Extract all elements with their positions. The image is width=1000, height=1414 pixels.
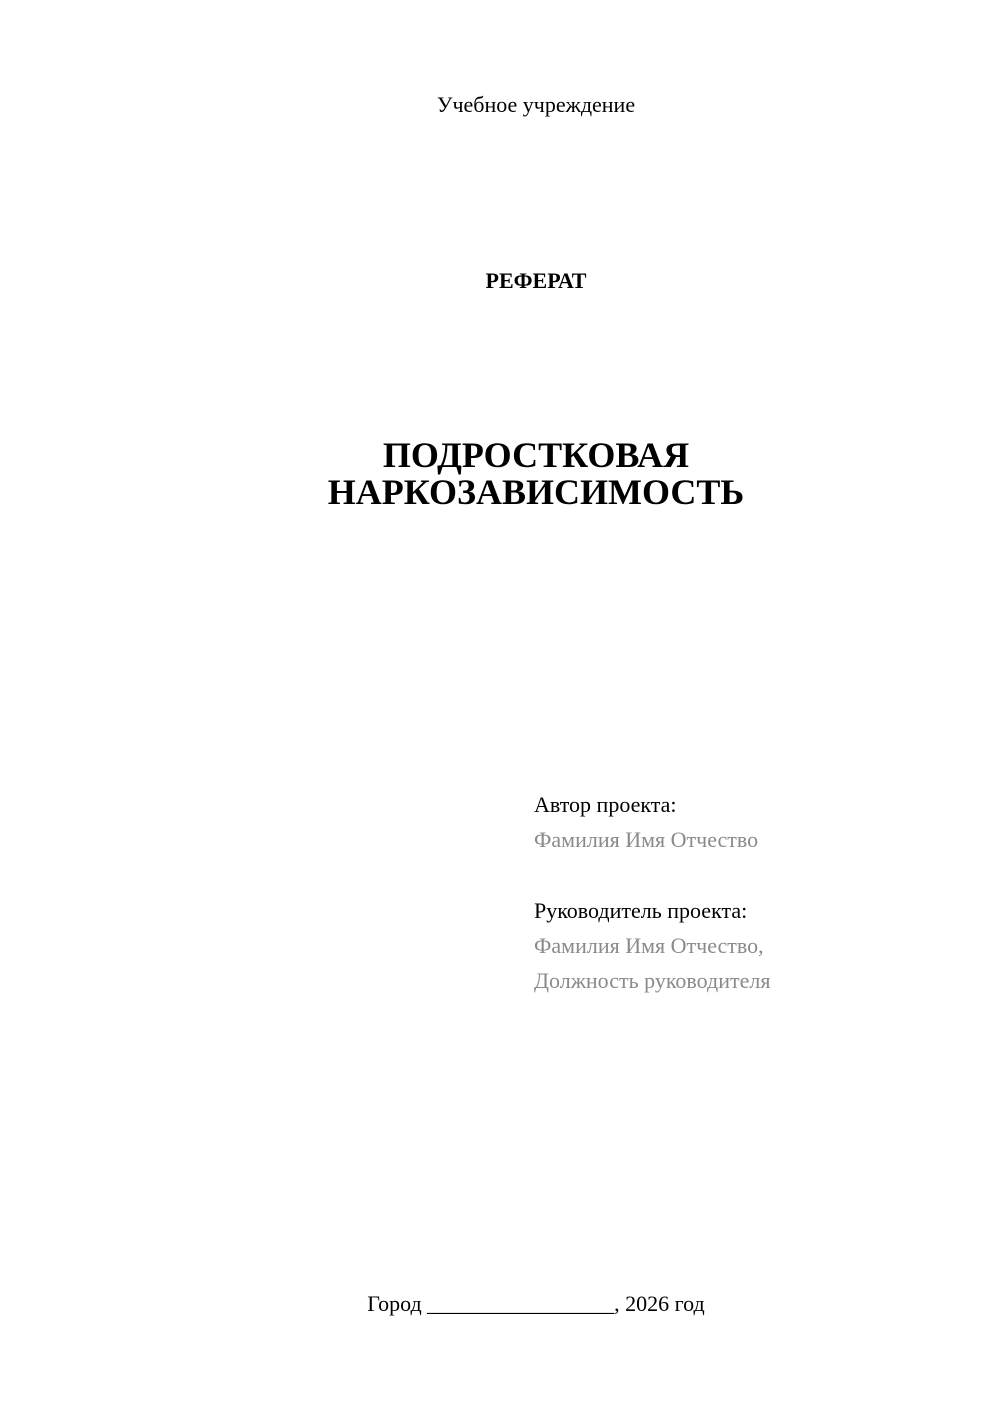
author-label: Автор проекта:: [534, 792, 677, 817]
title-line-2: НАРКОЗАВИСИМОСТЬ: [327, 472, 745, 512]
supervisor-position: Должность руководителя: [534, 968, 771, 993]
city-year-line: Город _________________, 2026 год: [367, 1291, 705, 1316]
document-title: [0, 437, 1000, 511]
supervisor-label: Руководитель проекта:: [534, 898, 748, 923]
document-type: РЕФЕРАТ: [485, 268, 587, 293]
supervisor-name: Фамилия Имя Отчество,: [534, 933, 764, 958]
author-name: Фамилия Имя Отчество: [534, 827, 759, 852]
institution-name: Учебное учреждение: [436, 92, 636, 117]
title-line-1: ПОДРОСТКОВАЯ: [382, 435, 690, 475]
credits-block: [534, 787, 770, 998]
